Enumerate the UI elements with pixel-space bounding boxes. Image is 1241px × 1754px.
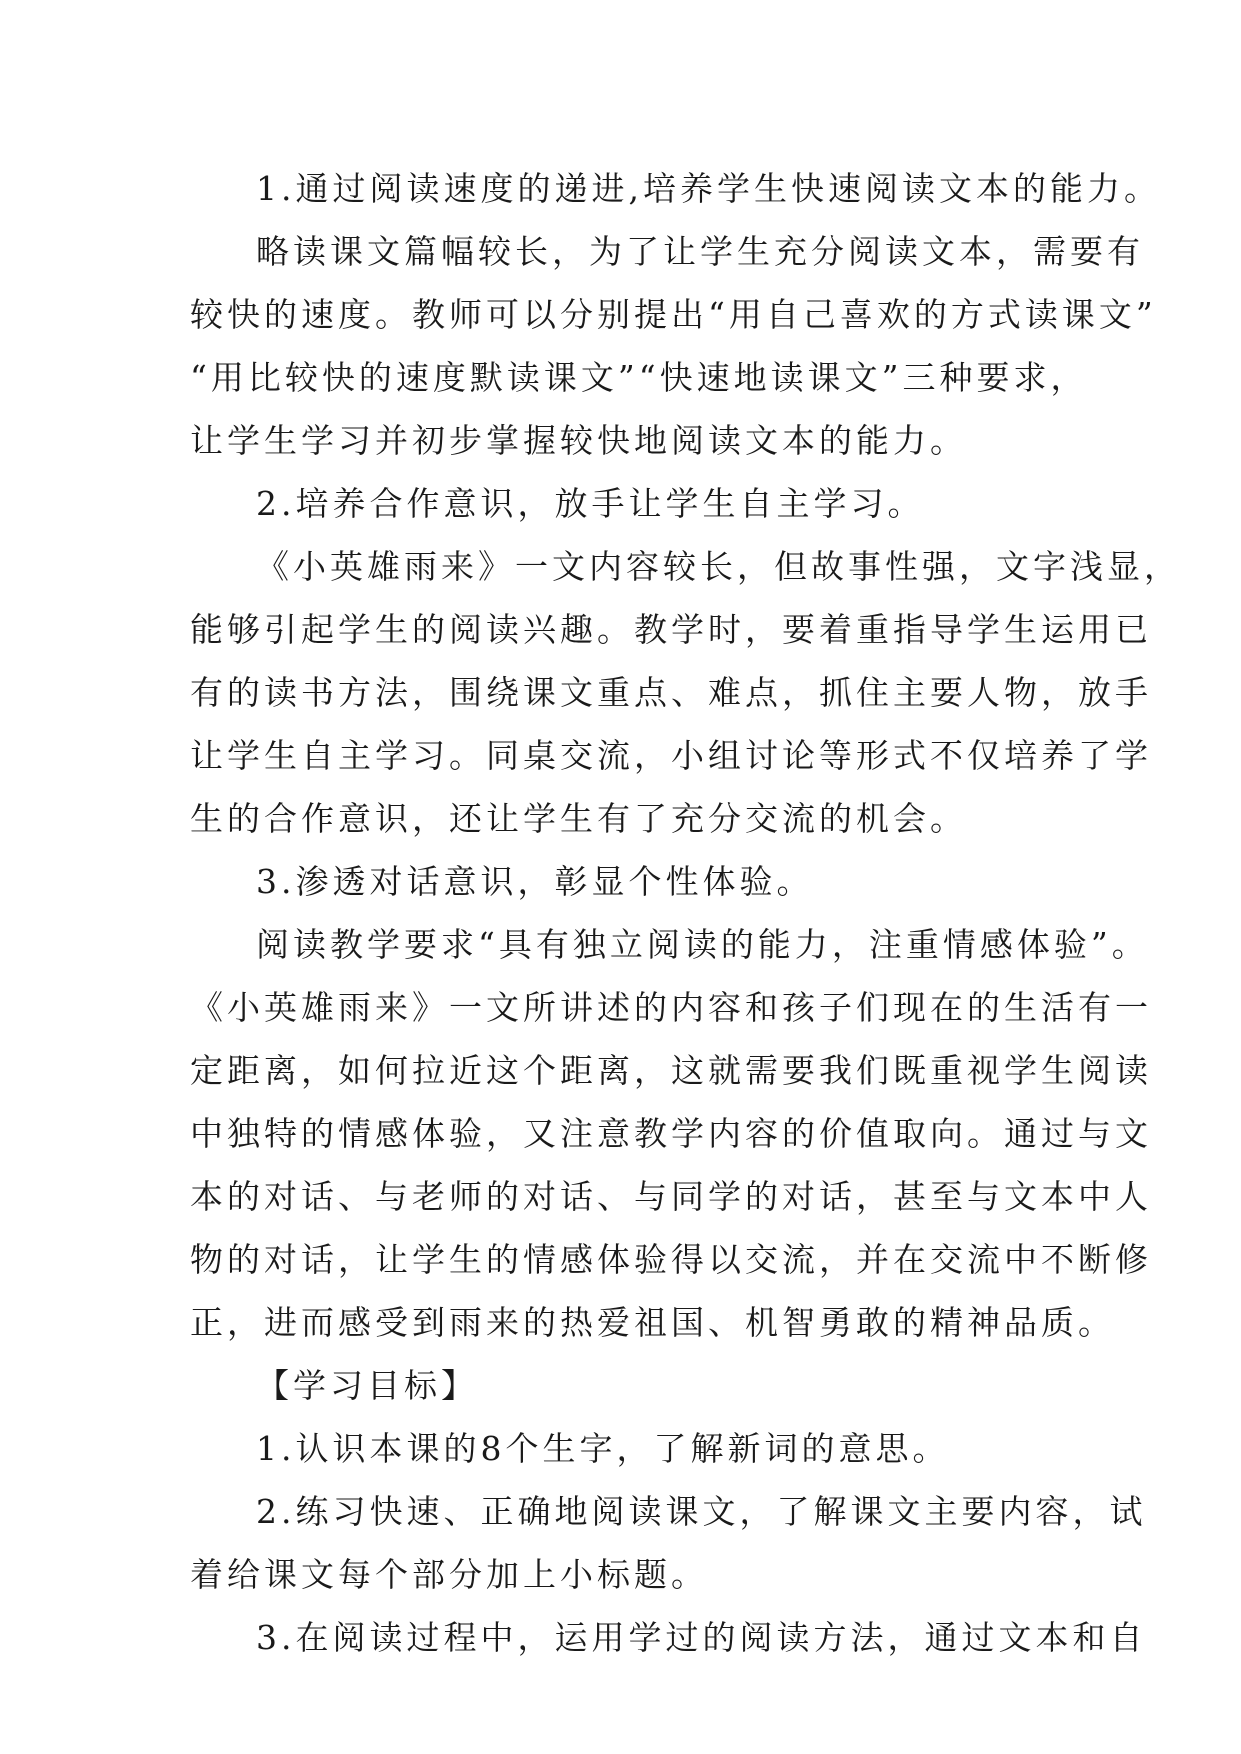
text-line: 着给课文每个部分加上小标题。 (190, 1555, 708, 1594)
text-line: 3.在阅读过程中，运用学过的阅读方法，通过文本和自 (256, 1618, 1147, 1657)
document-body (190, 157, 1181, 1669)
text-line: 能够引起学生的阅读兴趣。教学时，要着重指导学生运用已 (190, 610, 1152, 649)
text-line: 较快的速度。教师可以分别提出“用自己喜欢的方式读课文” (190, 295, 1157, 334)
text-line: 本的对话、与老师的对话、与同学的对话，甚至与文本中人 (190, 1177, 1152, 1216)
text-line: 生的合作意识，还让学生有了充分交流的机会。 (190, 799, 967, 838)
text-line: 有的读书方法，围绕课文重点、难点，抓住主要人物，放手 (190, 673, 1152, 712)
text-line: “用比较快的速度默读课文”“快速地读课文”三种要求， (190, 358, 1088, 397)
text-line: 3.渗透对话意识，彰显个性体验。 (256, 862, 814, 901)
text-line: 中独特的情感体验，又注意教学内容的价值取向。通过与文 (190, 1114, 1152, 1153)
text-line: 1.通过阅读速度的递进,培养学生快速阅读文本的能力。 (256, 169, 1161, 208)
text-line: 物的对话，让学生的情感体验得以交流，并在交流中不断修 (190, 1240, 1152, 1279)
text-line: 让学生自主学习。同桌交流，小组讨论等形式不仅培养了学 (190, 736, 1152, 775)
text-line: 2.培养合作意识，放手让学生自主学习。 (256, 484, 925, 523)
text-line: 2.练习快速、正确地阅读课文，了解课文主要内容，试 (256, 1492, 1147, 1531)
section-heading: 【学习目标】 (256, 1366, 478, 1405)
text-line: 定距离，如何拉近这个距离，这就需要我们既重视学生阅读 (190, 1051, 1152, 1090)
text-line: 阅读教学要求“具有独立阅读的能力，注重情感体验”。 (256, 925, 1149, 964)
text-line: 让学生学习并初步掌握较快地阅读文本的能力。 (190, 421, 967, 460)
text-line: 正，进而感受到雨来的热爱祖国、机智勇敢的精神品质。 (190, 1303, 1115, 1342)
text-line: 略读课文篇幅较长，为了让学生充分阅读文本，需要有 (256, 232, 1144, 271)
text-line: 《小英雄雨来》一文内容较长，但故事性强，文字浅显， (256, 547, 1181, 586)
text-line: 1.认识本课的8个生字，了解新词的意思。 (256, 1429, 950, 1468)
text-line: 《小英雄雨来》一文所讲述的内容和孩子们现在的生活有一 (190, 988, 1152, 1027)
